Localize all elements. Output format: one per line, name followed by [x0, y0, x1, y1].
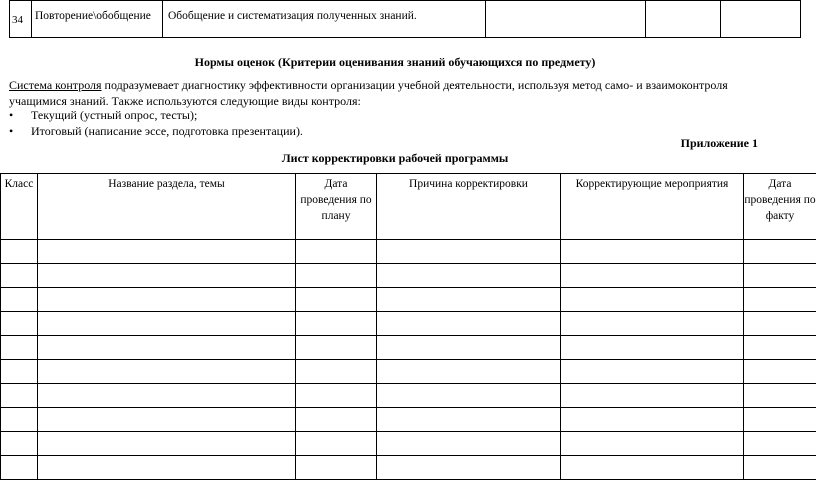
table-cell	[1, 408, 38, 432]
table-cell	[377, 408, 561, 432]
lesson-number-cell: 34	[10, 1, 32, 38]
column-header-actual-date: Дата проведения по факту	[744, 174, 816, 240]
table-cell	[296, 336, 377, 360]
table-cell	[296, 264, 377, 288]
table-cell	[377, 264, 561, 288]
table-cell	[561, 288, 744, 312]
empty-cell	[646, 1, 721, 38]
table-cell	[1, 384, 38, 408]
table-header-row	[1, 174, 816, 240]
table-cell	[1, 288, 38, 312]
table-cell	[296, 360, 377, 384]
table-row	[1, 432, 816, 456]
table-cell	[744, 408, 816, 432]
table-row	[1, 360, 816, 384]
norms-heading: Нормы оценок (Критерии оценивания знаний обучающихся по предмету)	[194, 55, 596, 69]
table-cell	[561, 360, 744, 384]
table-cell	[744, 360, 816, 384]
lesson-plan-row-table	[9, 0, 801, 38]
table-cell	[296, 456, 377, 480]
column-header-planned-date: Дата проведения по плану	[296, 174, 377, 240]
table-cell	[377, 456, 561, 480]
table-cell	[744, 384, 816, 408]
list-item	[9, 123, 303, 139]
table-cell	[561, 312, 744, 336]
table-cell	[296, 384, 377, 408]
control-system-paragraph	[9, 77, 779, 109]
list-item-text: Текущий (устный опрос, тесты);	[31, 108, 198, 122]
table-cell	[744, 312, 816, 336]
table-cell	[744, 288, 816, 312]
correction-table-body	[1, 240, 816, 480]
table-row	[1, 264, 816, 288]
table-cell	[561, 432, 744, 456]
lesson-description-cell: Обобщение и систематизация полученных знаний.	[163, 1, 486, 38]
table-cell	[296, 288, 377, 312]
column-header-measures: Корректирующие мероприятия	[561, 174, 744, 240]
table-cell	[561, 408, 744, 432]
table-cell	[377, 240, 561, 264]
table-cell	[377, 336, 561, 360]
column-header-class: Класс	[1, 174, 38, 240]
correction-table	[0, 173, 816, 480]
bullet-icon: •	[9, 124, 14, 138]
table-cell	[744, 264, 816, 288]
table-cell	[38, 408, 296, 432]
sheet-title: Лист корректировки рабочей программы	[281, 151, 509, 165]
table-cell	[296, 432, 377, 456]
column-header-reason: Причина корректировки	[377, 174, 561, 240]
table-cell	[1, 240, 38, 264]
table-row	[1, 312, 816, 336]
table-cell	[377, 360, 561, 384]
table-cell	[377, 384, 561, 408]
table-row	[1, 408, 816, 432]
table-row	[10, 1, 801, 38]
table-cell	[1, 264, 38, 288]
table-cell	[296, 240, 377, 264]
table-row	[1, 456, 816, 480]
table-cell	[38, 264, 296, 288]
table-cell	[561, 384, 744, 408]
bullet-icon: •	[9, 108, 14, 122]
table-cell	[38, 312, 296, 336]
control-system-text: подразумевает диагностику эффективности организации учебной деятельности, используя метод само- и взаимоконтроля учащимися знаний. Также используются следующие виды контроля:	[9, 78, 728, 108]
table-cell	[38, 384, 296, 408]
table-cell	[377, 432, 561, 456]
column-header-topic: Название раздела, темы	[38, 174, 296, 240]
table-cell	[38, 288, 296, 312]
empty-cell	[721, 1, 801, 38]
control-system-term: Система контроля	[9, 78, 102, 92]
table-cell	[744, 456, 816, 480]
appendix-label: Приложение 1	[680, 136, 758, 150]
table-cell	[377, 288, 561, 312]
list-item	[9, 107, 303, 123]
table-cell	[377, 312, 561, 336]
table-cell	[38, 240, 296, 264]
table-cell	[561, 336, 744, 360]
table-cell	[38, 360, 296, 384]
table-cell	[38, 432, 296, 456]
table-row	[1, 240, 816, 264]
table-cell	[744, 240, 816, 264]
table-cell	[744, 336, 816, 360]
table-cell	[1, 360, 38, 384]
table-cell	[296, 312, 377, 336]
table-cell	[1, 336, 38, 360]
table-cell	[1, 432, 38, 456]
table-cell	[744, 432, 816, 456]
table-row	[1, 336, 816, 360]
empty-cell	[486, 1, 646, 38]
table-row	[1, 384, 816, 408]
list-item-text: Итоговый (написание эссе, подготовка презентации).	[31, 124, 303, 138]
table-cell	[1, 456, 38, 480]
table-row	[1, 288, 816, 312]
table-cell	[561, 456, 744, 480]
lesson-topic-cell: Повторение\обобщение	[32, 1, 163, 38]
table-cell	[38, 336, 296, 360]
table-cell	[561, 240, 744, 264]
table-cell	[1, 312, 38, 336]
table-cell	[561, 264, 744, 288]
table-cell	[38, 456, 296, 480]
table-cell	[296, 408, 377, 432]
control-types-list	[9, 107, 303, 139]
